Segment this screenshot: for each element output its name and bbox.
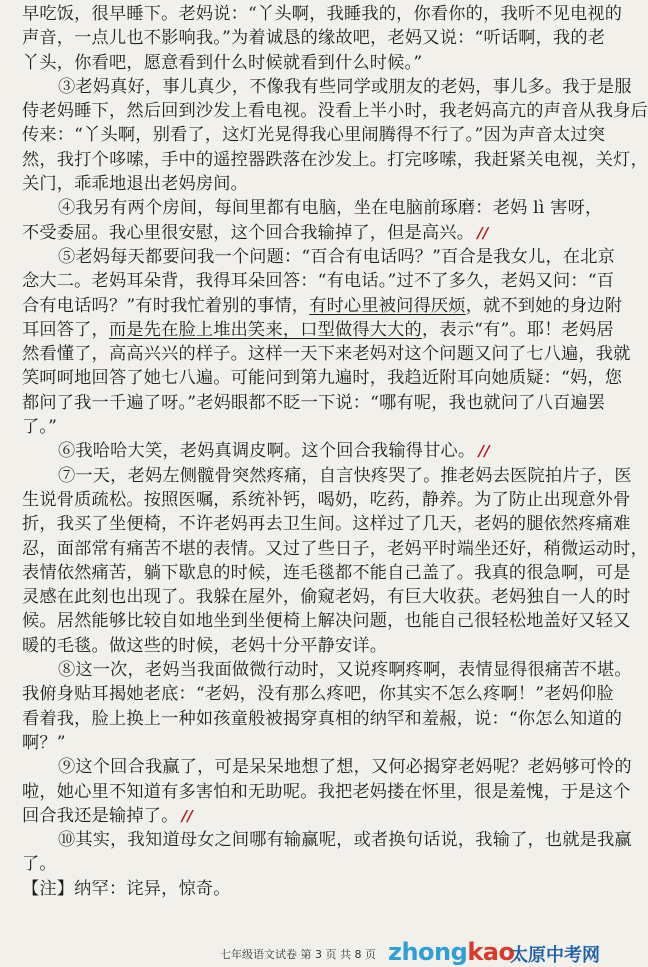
paragraph-7-line: ⑦一天，老妈左侧髋骨突然疼痛，自言快疼哭了。推老妈去医院拍片子，医 [58,465,632,486]
text-line: 忍，面部常有痛苦不堪的表情。又过了些日子，老妈平时端坐还好，稍微运动时， [22,538,648,559]
text-line: 笑呵呵地回答了她七八遍。可能问到第九遍时，我趋近附耳向她质疑：“妈，您 [22,368,623,389]
text-line: 传来：“丫头啊，别看了，这灯光晃得我心里闹腾得不行了。”因为声音太过突 [22,125,606,146]
text-line: 都问了我一千遍了呀。”老妈眼都不眨一下说：“哪有呢，我也就问了八百遍罢 [22,392,606,413]
page-number: 七年级语文试卷 第 3 页 共 8 页 [220,948,376,961]
watermark-site-name: 太原中考网 [510,945,600,966]
paragraph-8-line: ⑧这一次，老妈当我面做微行动时，又说疼啊疼啊，表情显得很痛苦不堪。 [58,660,632,681]
text-line: 念大二。老妈耳朵背，我得耳朵回答：“有电话。”过不了多久，老妈又问：“百 [22,271,615,292]
annotation-note: 【注】纳罕：诧异，惊奇。 [22,878,231,899]
text-line: 候。居然能够比较自如地坐到坐便椅上解决问题，也能自己很轻松地盖好又轻又 [22,611,631,632]
watermark-logo: zhongkao [388,938,515,966]
text-line: 生说骨质疏松。按照医嘱，系统补钙，喝奶，吃药，静养。为了防止出现意外骨 [22,489,631,510]
paragraph-9-line: ⑨这个回合我赢了，可是呆呆地想了想，又何必揭穿老妈呢？老妈够可怜的 [58,757,632,778]
text-line: 然看懂了，高高兴兴的样子。这样一天下来老妈对这个问题又问了七八遍，我就 [22,344,631,365]
text-line: 声音，一点儿也不影响我。”为着诚恳的缘故吧，老妈又说：“听话啊，我的老 [22,28,606,49]
paragraph-10-line: ⑩其实，我知道母女之间哪有输赢呢，或者换句话说，我输了，也就是我赢 [58,830,632,851]
underlined-phrase: 有时心里被问得厌烦 [309,295,466,316]
page-footer [0,938,600,967]
section-break-mark: // [477,223,489,242]
text-line: 了。 [22,854,57,875]
text-line: 了。” [22,417,58,438]
text-line: 关门，乖乖地退出老妈房间。 [22,174,249,195]
underlined-phrase: 而是先在脸上堆出笑来，口型做得大大的 [108,319,422,340]
text-line: 我俯身贴耳揭她老底：“老妈，没有那么疼吧，你其实不怎么疼啊！”老妈仰脸 [22,684,614,705]
text-line: 耳回答了，而是先在脸上堆出笑来，口型做得大大的，表示“有”。耶！老妈居 [22,319,614,340]
text-line: 看着我，脸上换上一种如孩童般被揭穿真相的纳罕和羞赧，说：“你怎么知道的 [22,708,623,729]
text-line: 啦，她心里不知道有多害怕和无助呢。我把老妈搂在怀里，很是羞愧，于是这个 [22,781,631,802]
text-line: 侍老妈睡下，然后回到沙发上看电视。没看上半小时，我老妈高亢的声音从我身后 [22,101,648,122]
text-line: 表情依然痛苦，躺下歇息的时候，连毛毯都不能自己盖了。我真的很急啊，可是 [22,562,631,583]
text-line: 早吃饭，很早睡下。老妈说：“丫头啊，我睡我的，你看你的，我听不见电视的 [22,4,623,24]
passage-text [22,2,648,901]
text-line: 不受委屈。我心里很安慰，这个回合我输掉了，但是高兴。 // [22,222,489,243]
text-line: 灵感在此刻也出现了。我躲在屋外，偷窥老妈，有巨大收获。老妈独自一人的时 [22,587,631,608]
section-break-mark: // [478,442,490,461]
text-line: 丫头，你看吧，愿意看到什么时候就看到什么时候。” [22,52,423,73]
paragraph-4-line: ④我另有两个房间，每间里都有电脑，坐在电脑前琢磨：老妈 lì 害呀， [58,198,603,219]
paragraph-5-line: ⑤老妈每天都要问我一个问题：“百合有电话吗？”百合是我女儿，在北京 [58,246,615,267]
text-line: 折，我买了坐便椅，不许老妈再去卫生间。这样过了几天，老妈的腿依然疼痛难 [22,514,631,535]
text-line: 合有电话吗？”有时我忙着别的事情，有时心里被问得厌烦，就不到她的身边附 [22,295,623,316]
paragraph-6-line: ⑥我哈哈大笑，老妈真调皮啊。这个回合我输得甘心。 // [58,441,490,462]
text-line: 然，我打个哆嗦，手中的遥控器跌落在沙发上。打完哆嗦，我赶紧关电视，关灯， [22,149,648,170]
paragraph-3-line: ③老妈真好，事儿真少，不像我有些同学或朋友的老妈，事儿多。我于是服 [58,76,632,97]
text-line: 回合我还是输掉了。 // [22,805,193,826]
text-line: 暖的毛毯。做这些的时候，老妈十分平静安详。 [22,635,388,656]
section-break-mark: // [181,806,193,825]
text-line: 啊？” [22,732,66,753]
